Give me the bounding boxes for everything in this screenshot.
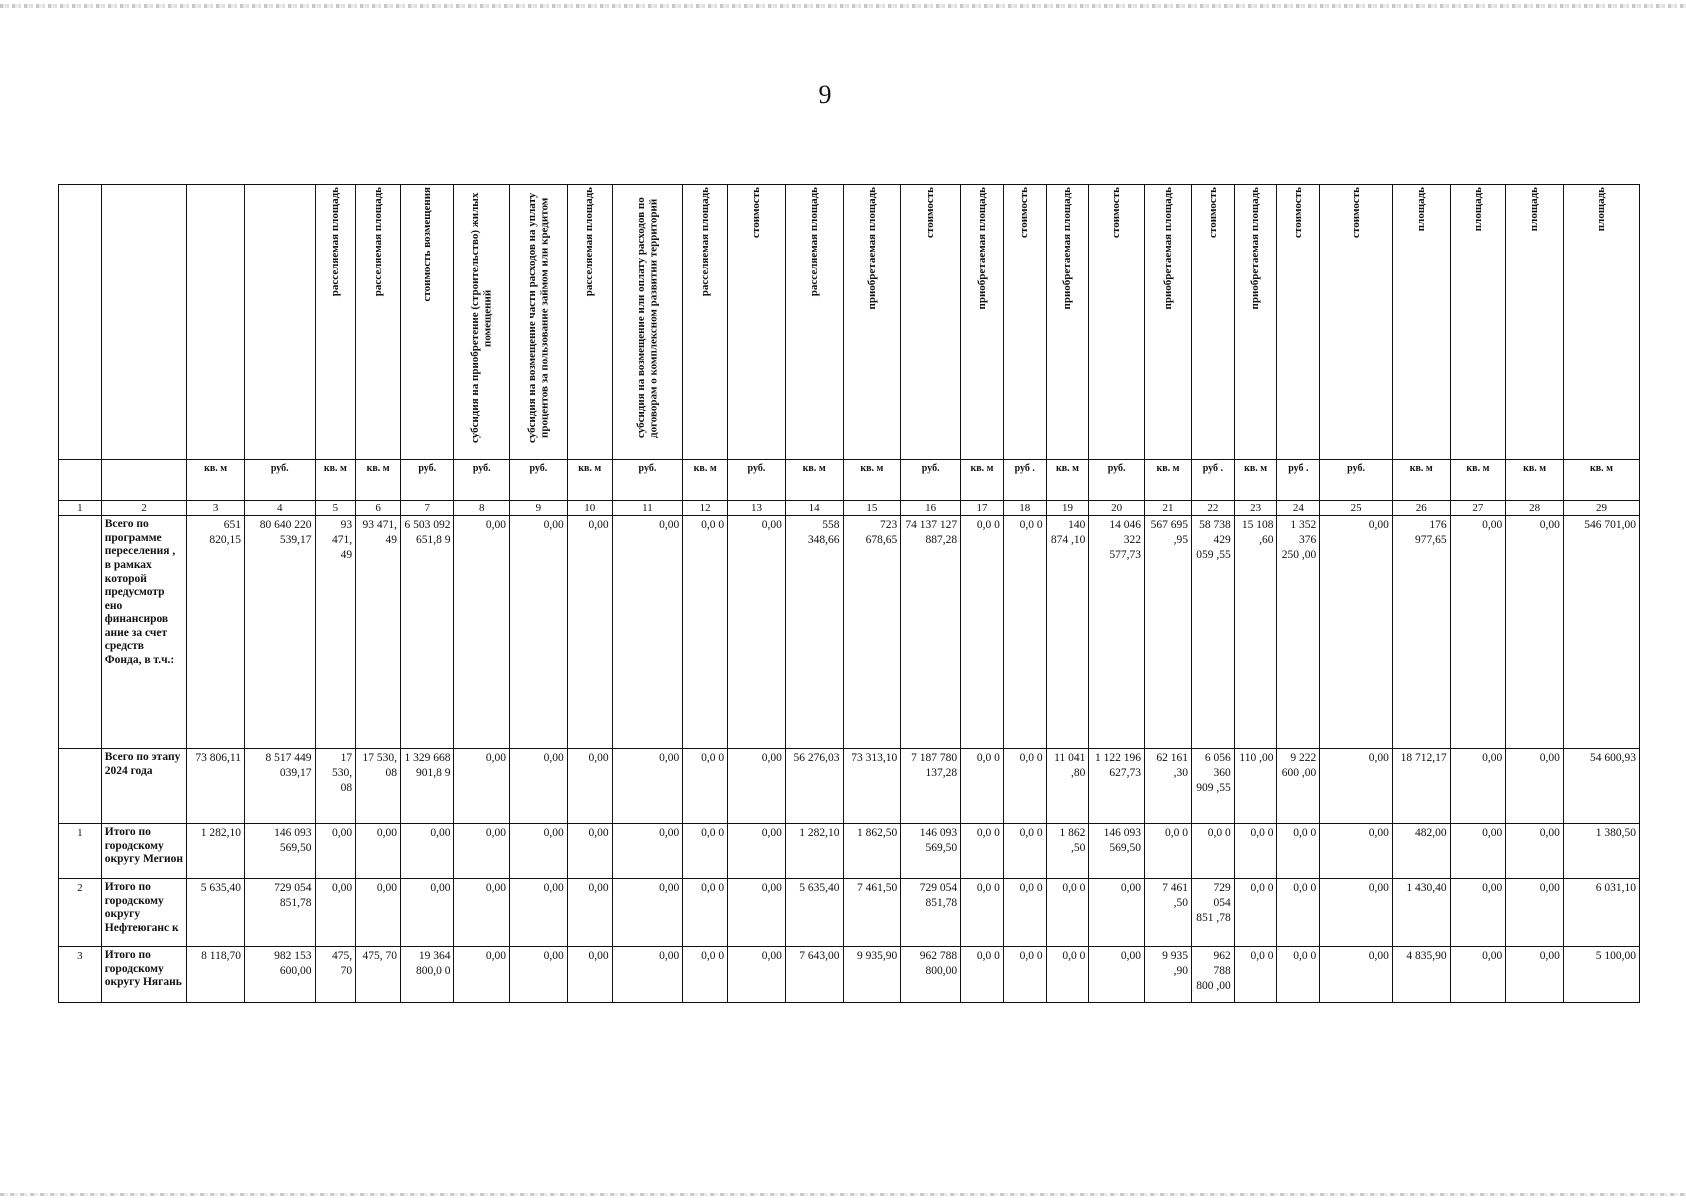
column-number: 21 [1144,501,1191,516]
data-cell: 8 118,70 [187,947,245,1003]
table-row [59,947,1640,1003]
column-number: 2 [101,501,187,516]
column-number: 9 [510,501,568,516]
column-header: субсидия на возмещение части расходов на уплату процентов за пользование займом или кредитом [510,185,568,460]
page-number: 9 [818,80,832,109]
data-cell: 0,00 [1320,879,1393,947]
data-cell: 0,00 [315,879,356,947]
data-cell: 0,00 [356,879,401,947]
table-row [59,516,1640,749]
unit-cell: руб. [728,460,786,501]
unit-cell: кв. м [1234,460,1277,501]
data-cell: 11 041 ,80 [1046,749,1089,824]
data-cell: 7 461,50 [843,879,901,947]
column-number: 24 [1277,501,1320,516]
data-cell: 0,0 0 [1144,824,1191,879]
data-cell: 0,00 [567,824,612,879]
data-cell: 0,00 [1089,879,1145,947]
data-cell: 567 695 ,95 [1144,516,1191,749]
row-label: Всего по программе переселения , в рамках которой предусмотр ено финансиров ание за счет средств Фонда, в т.ч.: [101,516,187,749]
data-cell: 62 161 ,30 [1144,749,1191,824]
data-cell: 0,0 0 [961,749,1004,824]
data-cell: 74 137 127 887,28 [901,516,961,749]
data-cell: 7 643,00 [785,947,843,1003]
data-cell: 7 187 780 137,28 [901,749,961,824]
data-cell: 19 364 800,0 0 [401,947,454,1003]
data-cell: 0,0 0 [683,879,728,947]
column-number: 28 [1506,501,1564,516]
data-cell: 0,0 0 [683,947,728,1003]
column-header: приобретаемая площадь [1234,185,1277,460]
column-number: 7 [401,501,454,516]
data-cell: 0,0 0 [1277,947,1320,1003]
unit-cell: кв. м [843,460,901,501]
column-number: 8 [454,501,510,516]
column-header: расселяемая площадь [683,185,728,460]
data-cell: 0,00 [510,824,568,879]
data-cell: 0,00 [510,516,568,749]
row-number: 3 [59,947,102,1003]
data-cell: 475, 70 [356,947,401,1003]
resettlement-table [58,184,1640,1003]
data-cell: 0,00 [728,824,786,879]
column-header: площадь [1392,185,1450,460]
data-cell: 0,0 0 [1277,879,1320,947]
data-cell: 1 430,40 [1392,879,1450,947]
data-cell: 0,00 [1089,947,1145,1003]
data-cell: 0,0 0 [1191,824,1234,879]
data-cell: 140 874 ,10 [1046,516,1089,749]
data-cell: 4 835,90 [1392,947,1450,1003]
column-number: 14 [785,501,843,516]
data-cell: 1 352 376 250 ,00 [1277,516,1320,749]
column-number: 4 [244,501,315,516]
column-header: приобретаемая площадь [1046,185,1089,460]
data-cell: 729 054 851 ,78 [1191,879,1234,947]
data-cell: 18 712,17 [1392,749,1450,824]
data-cell: 0,00 [401,824,454,879]
data-cell: 0,00 [1320,947,1393,1003]
column-header: площадь [1506,185,1564,460]
data-cell: 0,00 [1320,516,1393,749]
unit-cell: руб. [244,460,315,501]
column-number: 26 [1392,501,1450,516]
data-cell: 176 977,65 [1392,516,1450,749]
data-cell: 0,00 [728,947,786,1003]
data-cell: 0,00 [1506,516,1564,749]
column-number: 22 [1191,501,1234,516]
data-cell: 0,0 0 [1003,824,1046,879]
data-cell: 0,00 [1320,749,1393,824]
column-header [59,185,102,460]
column-header: стоимость [728,185,786,460]
data-cell: 1 122 196 627,73 [1089,749,1145,824]
data-cell: 0,0 0 [961,947,1004,1003]
data-cell: 0,00 [454,516,510,749]
data-cell: 0,0 0 [1003,947,1046,1003]
data-cell: 8 517 449 039,17 [244,749,315,824]
column-header: стоимость [1277,185,1320,460]
data-cell: 0,00 [454,824,510,879]
column-header: площадь [1450,185,1506,460]
column-header: площадь [1563,185,1639,460]
data-cell: 0,00 [510,749,568,824]
data-cell: 9 935,90 [843,947,901,1003]
data-cell: 729 054 851,78 [244,879,315,947]
data-cell: 0,00 [567,516,612,749]
unit-cell: кв. м [567,460,612,501]
data-cell: 54 600,93 [1563,749,1639,824]
data-cell: 0,00 [1506,824,1564,879]
table-row [59,749,1640,824]
column-number: 12 [683,501,728,516]
data-cell: 0,00 [315,824,356,879]
column-number: 20 [1089,501,1145,516]
unit-cell: руб. [1089,460,1145,501]
data-cell: 0,00 [1320,824,1393,879]
data-cell: 729 054 851,78 [901,879,961,947]
data-cell: 723 678,65 [843,516,901,749]
data-cell: 0,0 0 [1234,947,1277,1003]
unit-cell: руб. [454,460,510,501]
column-number: 23 [1234,501,1277,516]
data-cell: 546 701,00 [1563,516,1639,749]
column-number: 25 [1320,501,1393,516]
column-header: стоимость [1089,185,1145,460]
column-header: субсидия на приобретение (строительство) жилых помещений [454,185,510,460]
unit-cell: кв. м [961,460,1004,501]
unit-cell: кв. м [1144,460,1191,501]
data-cell: 0,00 [1506,947,1564,1003]
data-cell: 0,00 [401,879,454,947]
column-header: расселяемая площадь [785,185,843,460]
unit-cell: руб. [401,460,454,501]
data-cell: 0,00 [567,947,612,1003]
unit-cell: руб . [1277,460,1320,501]
column-number: 27 [1450,501,1506,516]
column-header: приобретаемая площадь [1144,185,1191,460]
column-number: 11 [612,501,683,516]
data-cell: 1 329 668 901,8 9 [401,749,454,824]
unit-cell: кв. м [315,460,356,501]
column-number: 3 [187,501,245,516]
column-header: расселяемая площадь [567,185,612,460]
unit-cell: руб . [1003,460,1046,501]
column-number-row [59,501,1640,516]
data-cell: 962 788 800 ,00 [1191,947,1234,1003]
data-cell: 482,00 [1392,824,1450,879]
data-cell: 1 862,50 [843,824,901,879]
data-cell: 0,0 0 [1277,824,1320,879]
data-cell: 0,0 0 [1003,879,1046,947]
data-cell: 93 471, 49 [356,516,401,749]
data-cell: 17 530, 08 [315,749,356,824]
data-cell: 0,00 [612,947,683,1003]
data-cell: 0,0 0 [1046,947,1089,1003]
data-cell: 651 820,15 [187,516,245,749]
unit-cell: руб. [901,460,961,501]
data-cell: 93 471, 49 [315,516,356,749]
column-header: расселяемая площадь [356,185,401,460]
data-cell: 17 530, 08 [356,749,401,824]
column-header: расселяемая площадь [315,185,356,460]
column-number: 1 [59,501,102,516]
data-cell: 1 380,50 [1563,824,1639,879]
row-label: Итого по городскому округу Мегион [101,824,187,879]
column-header: приобретаемая площадь [961,185,1004,460]
data-cell: 5 635,40 [187,879,245,947]
data-cell: 58 738 429 059 ,55 [1191,516,1234,749]
data-cell: 0,0 0 [961,879,1004,947]
data-cell: 15 108 ,60 [1234,516,1277,749]
column-header: стоимость [1320,185,1393,460]
data-cell: 110 ,00 [1234,749,1277,824]
column-number: 6 [356,501,401,516]
data-cell: 0,00 [1506,879,1564,947]
data-cell: 6 503 092 651,8 9 [401,516,454,749]
data-cell: 80 640 220 539,17 [244,516,315,749]
row-number [59,749,102,824]
data-cell: 7 461 ,50 [1144,879,1191,947]
table-row [59,879,1640,947]
data-cell: 0,00 [1450,879,1506,947]
data-cell: 0,0 0 [961,516,1004,749]
data-cell: 0,00 [1450,516,1506,749]
column-number: 15 [843,501,901,516]
data-cell: 0,00 [510,947,568,1003]
row-label: Всего по этапу 2024 года [101,749,187,824]
row-number [59,516,102,749]
data-cell: 0,00 [356,824,401,879]
data-cell: 0,00 [612,749,683,824]
data-cell: 0,0 0 [683,824,728,879]
unit-cell [101,460,187,501]
unit-cell: кв. м [356,460,401,501]
unit-cell: кв. м [683,460,728,501]
row-number: 1 [59,824,102,879]
data-cell: 0,0 0 [1234,879,1277,947]
data-cell: 0,00 [454,749,510,824]
unit-cell: кв. м [1392,460,1450,501]
column-header [101,185,187,460]
data-cell: 0,00 [728,749,786,824]
column-number: 29 [1563,501,1639,516]
data-cell: 0,0 0 [683,516,728,749]
unit-cell: кв. м [1450,460,1506,501]
row-number: 2 [59,879,102,947]
data-cell: 9 935 ,90 [1144,947,1191,1003]
column-header-row [59,185,1640,460]
data-cell: 0,00 [612,516,683,749]
data-cell: 0,00 [454,947,510,1003]
column-number: 18 [1003,501,1046,516]
data-cell: 982 153 600,00 [244,947,315,1003]
column-number: 17 [961,501,1004,516]
data-cell: 0,00 [612,879,683,947]
data-cell: 146 093 569,50 [1089,824,1145,879]
data-cell: 6 056 360 909 ,55 [1191,749,1234,824]
data-cell: 0,0 0 [1046,879,1089,947]
column-number: 16 [901,501,961,516]
data-cell: 0,00 [567,749,612,824]
data-cell: 0,00 [728,879,786,947]
data-cell: 6 031,10 [1563,879,1639,947]
data-cell: 146 093 569,50 [901,824,961,879]
unit-cell: кв. м [1506,460,1564,501]
data-cell: 0,00 [612,824,683,879]
column-number: 13 [728,501,786,516]
data-cell: 0,00 [1450,749,1506,824]
data-cell: 5 635,40 [785,879,843,947]
unit-cell: кв. м [785,460,843,501]
column-header: стоимость возмещения [401,185,454,460]
row-label: Итого по городскому округу Нягань [101,947,187,1003]
row-label: Итого по городскому округу Нефтеюганс к [101,879,187,947]
table-row [59,824,1640,879]
column-header: стоимость [1003,185,1046,460]
data-cell: 0,00 [454,879,510,947]
data-cell: 5 100,00 [1563,947,1639,1003]
data-cell: 0,0 0 [683,749,728,824]
data-cell: 0,00 [728,516,786,749]
data-cell: 0,00 [567,879,612,947]
data-cell: 14 046 322 577,73 [1089,516,1145,749]
column-header: субсидия на возмещение или оплату расходов по договорам о комплексном развитии территорий [612,185,683,460]
data-cell: 0,0 0 [961,824,1004,879]
column-header: стоимость [901,185,961,460]
data-cell: 0,00 [1450,824,1506,879]
unit-cell: кв. м [187,460,245,501]
data-cell: 0,0 0 [1234,824,1277,879]
data-cell: 56 276,03 [785,749,843,824]
unit-cell: кв. м [1046,460,1089,501]
data-cell: 73 313,10 [843,749,901,824]
data-cell: 0,00 [1506,749,1564,824]
column-header [187,185,245,460]
data-cell: 0,00 [510,879,568,947]
unit-cell: руб. [510,460,568,501]
column-header: стоимость [1191,185,1234,460]
unit-cell [59,460,102,501]
data-cell: 1 282,10 [785,824,843,879]
column-number: 10 [567,501,612,516]
data-cell: 1 862 ,50 [1046,824,1089,879]
unit-cell: руб . [1191,460,1234,501]
scan-edge-bottom [0,1193,1686,1196]
scan-edge-top [0,4,1686,8]
data-cell: 475, 70 [315,947,356,1003]
unit-cell: руб. [1320,460,1393,501]
data-cell: 0,0 0 [1003,516,1046,749]
column-header: приобретаемая площадь [843,185,901,460]
column-header [244,185,315,460]
data-cell: 9 222 600 ,00 [1277,749,1320,824]
column-number: 19 [1046,501,1089,516]
column-number: 5 [315,501,356,516]
unit-row [59,460,1640,501]
data-cell: 0,00 [1450,947,1506,1003]
data-cell: 0,0 0 [1003,749,1046,824]
unit-cell: руб. [612,460,683,501]
data-cell: 1 282,10 [187,824,245,879]
unit-cell: кв. м [1563,460,1639,501]
data-cell: 146 093 569,50 [244,824,315,879]
data-cell: 962 788 800,00 [901,947,961,1003]
data-cell: 558 348,66 [785,516,843,749]
data-cell: 73 806,11 [187,749,245,824]
